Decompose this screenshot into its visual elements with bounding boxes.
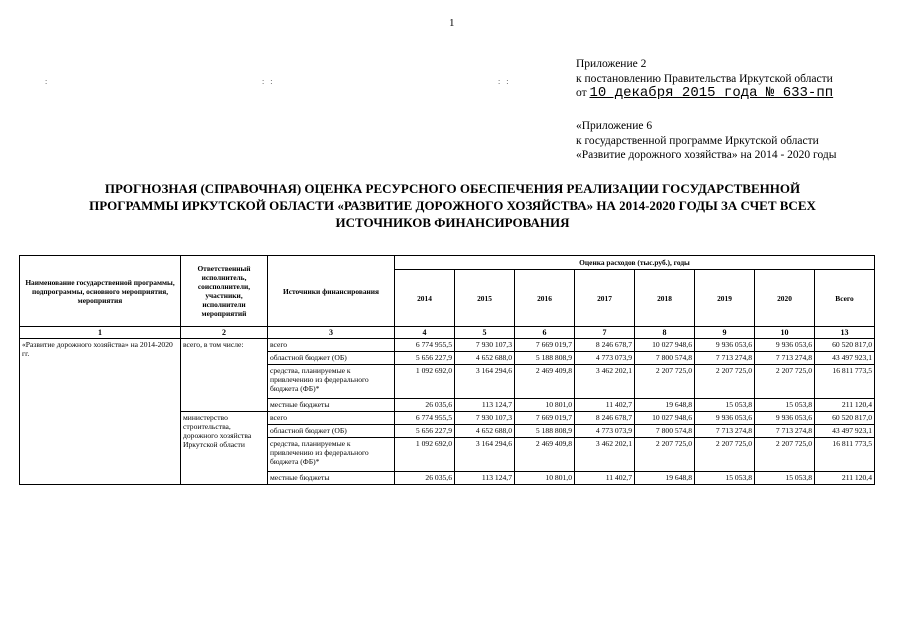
index-cell: 3 bbox=[268, 327, 395, 339]
header-name: Наименование государственной программы, подпрограммы, основного мероприятия, мероприятия bbox=[20, 256, 181, 327]
value-cell: 8 246 678,7 bbox=[575, 412, 635, 425]
header-year: 2018 bbox=[635, 270, 695, 327]
margin-mark: : : bbox=[498, 77, 511, 86]
value-cell: 43 497 923,1 bbox=[815, 425, 875, 438]
value-cell: 113 124,7 bbox=[455, 472, 515, 485]
index-cell: 1 bbox=[20, 327, 181, 339]
appendix-block bbox=[576, 57, 833, 101]
value-cell: 16 811 773,5 bbox=[815, 438, 875, 472]
margin-mark: : bbox=[45, 77, 50, 86]
source-cell: областной бюджет (ОБ) bbox=[268, 352, 395, 365]
source-cell: всего bbox=[268, 412, 395, 425]
appendix-date-number: 10 декабря 2015 года № 633-пп bbox=[589, 85, 834, 101]
value-cell: 60 520 817,0 bbox=[815, 412, 875, 425]
value-cell: 8 246 678,7 bbox=[575, 339, 635, 352]
appendix-line3 bbox=[576, 86, 833, 101]
source-cell: средства, планируемые к привлечению из федерального бюджета (ФБ)* bbox=[268, 365, 395, 399]
value-cell: 5 656 227,9 bbox=[395, 425, 455, 438]
value-cell: 3 462 202,1 bbox=[575, 438, 635, 472]
value-cell: 6 774 955,5 bbox=[395, 412, 455, 425]
value-cell: 9 936 053,6 bbox=[755, 412, 815, 425]
value-cell: 10 027 948,6 bbox=[635, 339, 695, 352]
source-cell: областной бюджет (ОБ) bbox=[268, 425, 395, 438]
header-year: 2020 bbox=[755, 270, 815, 327]
appendix-date-prefix: от bbox=[576, 87, 587, 99]
value-cell: 2 207 725,0 bbox=[695, 365, 755, 399]
title-line2: ПРОГРАММЫ ИРКУТСКОЙ ОБЛАСТИ «РАЗВИТИЕ ДОРОЖНОГО ХОЗЯЙСТВА» НА 2014-2020 ГОДЫ ЗА СЧЕТ ВСЕХ bbox=[89, 198, 816, 213]
value-cell: 1 092 692,0 bbox=[395, 365, 455, 399]
value-cell: 2 207 725,0 bbox=[755, 365, 815, 399]
value-cell: 4 652 688,0 bbox=[455, 352, 515, 365]
index-cell: 8 bbox=[635, 327, 695, 339]
value-cell: 9 936 053,6 bbox=[755, 339, 815, 352]
responsible-cell: министерство строительства, дорожного хозяйства Иркутской области bbox=[181, 412, 268, 485]
value-cell: 3 462 202,1 bbox=[575, 365, 635, 399]
source-cell: местные бюджеты bbox=[268, 399, 395, 412]
title-line1: ПРОГНОЗНАЯ (СПРАВОЧНАЯ) ОЦЕНКА РЕСУРСНОГО ОБЕСПЕЧЕНИЯ РЕАЛИЗАЦИИ ГОСУДАРСТВЕННОЙ bbox=[104, 181, 801, 196]
header-year: 2019 bbox=[695, 270, 755, 327]
value-cell: 4 652 688,0 bbox=[455, 425, 515, 438]
header-responsible: Ответственный исполнитель, соисполнители, участники, исполнители мероприятий bbox=[181, 256, 268, 327]
appendix-line1: Приложение 2 bbox=[576, 58, 647, 70]
value-cell: 7 800 574,8 bbox=[635, 352, 695, 365]
value-cell: 7 800 574,8 bbox=[635, 425, 695, 438]
value-cell: 2 469 409,8 bbox=[515, 365, 575, 399]
value-cell: 43 497 923,1 bbox=[815, 352, 875, 365]
value-cell: 15 053,8 bbox=[695, 399, 755, 412]
value-cell: 2 469 409,8 bbox=[515, 438, 575, 472]
value-cell: 10 027 948,6 bbox=[635, 412, 695, 425]
value-cell: 9 936 053,6 bbox=[695, 412, 755, 425]
appendix6-line3: «Развитие дорожного хозяйства» на 2014 - 2020 годы bbox=[576, 149, 837, 161]
value-cell: 4 773 073,9 bbox=[575, 352, 635, 365]
value-cell: 10 801,0 bbox=[515, 399, 575, 412]
value-cell: 211 120,4 bbox=[815, 399, 875, 412]
value-cell: 7 669 019,7 bbox=[515, 339, 575, 352]
value-cell: 7 669 019,7 bbox=[515, 412, 575, 425]
index-cell: 4 bbox=[395, 327, 455, 339]
source-cell: средства, планируемые к привлечению из федерального бюджета (ФБ)* bbox=[268, 438, 395, 472]
responsible-cell: всего, в том числе: bbox=[181, 339, 268, 412]
value-cell: 5 188 808,9 bbox=[515, 425, 575, 438]
document-title bbox=[30, 180, 875, 231]
value-cell: 6 774 955,5 bbox=[395, 339, 455, 352]
index-cell: 10 bbox=[755, 327, 815, 339]
value-cell: 4 773 073,9 bbox=[575, 425, 635, 438]
program-name-cell: «Развитие дорожного хозяйства» на 2014-2020 гг. bbox=[20, 339, 181, 485]
value-cell: 5 656 227,9 bbox=[395, 352, 455, 365]
value-cell: 7 713 274,8 bbox=[755, 425, 815, 438]
value-cell: 113 124,7 bbox=[455, 399, 515, 412]
index-cell: 13 bbox=[815, 327, 875, 339]
value-cell: 7 930 107,3 bbox=[455, 412, 515, 425]
value-cell: 7 930 107,3 bbox=[455, 339, 515, 352]
appendix6-line1: «Приложение 6 bbox=[576, 120, 653, 132]
header-source: Источники финансирования bbox=[268, 256, 395, 327]
appendix6-block bbox=[576, 119, 836, 163]
value-cell: 15 053,8 bbox=[755, 472, 815, 485]
value-cell: 15 053,8 bbox=[695, 472, 755, 485]
value-cell: 15 053,8 bbox=[755, 399, 815, 412]
value-cell: 10 801,0 bbox=[515, 472, 575, 485]
header-year: 2017 bbox=[575, 270, 635, 327]
value-cell: 16 811 773,5 bbox=[815, 365, 875, 399]
index-cell: 9 bbox=[695, 327, 755, 339]
value-cell: 7 713 274,8 bbox=[695, 425, 755, 438]
appendix6-line2: к государственной программе Иркутской области bbox=[576, 134, 819, 147]
value-cell: 211 120,4 bbox=[815, 472, 875, 485]
value-cell: 7 713 274,8 bbox=[695, 352, 755, 365]
value-cell: 19 648,8 bbox=[635, 399, 695, 412]
value-cell: 2 207 725,0 bbox=[635, 365, 695, 399]
resource-table bbox=[19, 255, 875, 485]
value-cell: 2 207 725,0 bbox=[695, 438, 755, 472]
value-cell: 2 207 725,0 bbox=[635, 438, 695, 472]
value-cell: 60 520 817,0 bbox=[815, 339, 875, 352]
value-cell: 11 402,7 bbox=[575, 472, 635, 485]
value-cell: 3 164 294,6 bbox=[455, 438, 515, 472]
table-row bbox=[20, 339, 875, 352]
header-year: 2016 bbox=[515, 270, 575, 327]
value-cell: 5 188 808,9 bbox=[515, 352, 575, 365]
header-year: 2014 bbox=[395, 270, 455, 327]
value-cell: 19 648,8 bbox=[635, 472, 695, 485]
value-cell: 26 035,6 bbox=[395, 399, 455, 412]
index-cell: 6 bbox=[515, 327, 575, 339]
page-number: 1 bbox=[449, 17, 455, 29]
source-cell: всего bbox=[268, 339, 395, 352]
index-cell: 2 bbox=[181, 327, 268, 339]
margin-mark: : : bbox=[262, 77, 275, 86]
value-cell: 9 936 053,6 bbox=[695, 339, 755, 352]
value-cell: 2 207 725,0 bbox=[755, 438, 815, 472]
title-line3: ИСТОЧНИКОВ ФИНАНСИРОВАНИЯ bbox=[335, 215, 570, 230]
header-estimate: Оценка расходов (тыс.руб.), годы bbox=[395, 256, 875, 270]
index-cell: 7 bbox=[575, 327, 635, 339]
value-cell: 1 092 692,0 bbox=[395, 438, 455, 472]
appendix-line2: к постановлению Правительства Иркутской области bbox=[576, 72, 833, 85]
value-cell: 7 713 274,8 bbox=[755, 352, 815, 365]
index-cell: 5 bbox=[455, 327, 515, 339]
value-cell: 26 035,6 bbox=[395, 472, 455, 485]
header-total: Всего bbox=[815, 270, 875, 327]
header-year: 2015 bbox=[455, 270, 515, 327]
value-cell: 3 164 294,6 bbox=[455, 365, 515, 399]
value-cell: 11 402,7 bbox=[575, 399, 635, 412]
source-cell: местные бюджеты bbox=[268, 472, 395, 485]
